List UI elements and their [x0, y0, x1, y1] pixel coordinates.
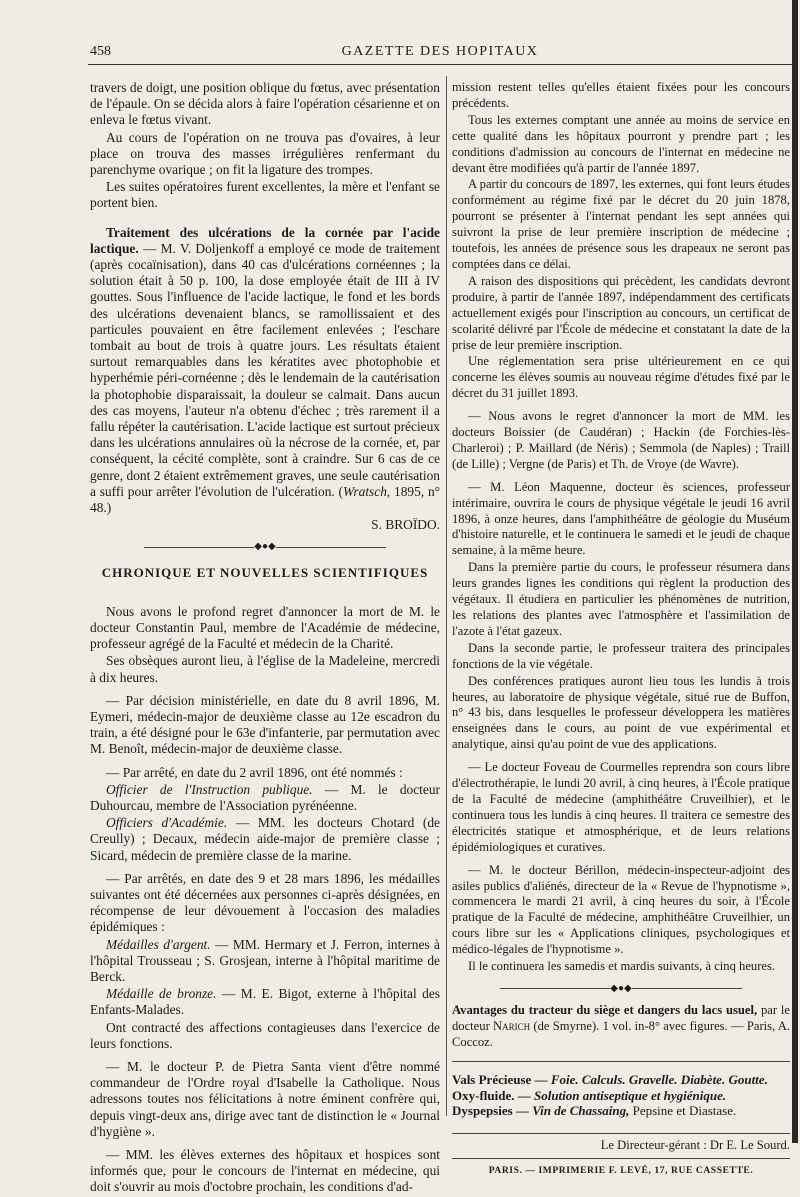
column-divider	[446, 76, 447, 1116]
paragraph: Tous les externes comptant une année au moins de service en cette qualité dans les hôpitaux pourront y prendre part ; les conditions d'admission au concours de l'internat en médecine ne devant être modifiées qu'à partir de l'année 1897.	[452, 112, 790, 175]
paragraph: Médailles d'argent. — MM. Hermary et J. Ferron, internes à l'hôpital Trousseau ; S. Grosjean, interne à l'hôpital maritime de Berck.	[90, 936, 440, 984]
article-title: Traitement des ulcérations de la cornée par l'acide lactique.	[90, 224, 440, 256]
paragraph: Nous avons le profond regret d'annoncer la mort de M. le docteur Constantin Paul, membre de l'Académie de médecine, professeur agrégé de la Faculté et médecin de la Charité.	[90, 603, 440, 652]
paragraph: Médaille de bronze. — M. E. Bigot, externe à l'hôpital des Enfants-Malades.	[90, 986, 440, 1018]
paragraph: Il le continuera les samedis et mardis suivants, à cinq heures.	[468, 959, 776, 974]
paragraph: Officiers d'Académie. — MM. les docteurs Chotard (de Creully) ; Decaux, médecin aide-major de première classe ; Sicard, médecin de première classe de la marine.	[90, 815, 440, 863]
paragraph: — Par arrêté, en date du 2 avril 1896, ont été nommés :	[106, 764, 403, 780]
footer-rule	[452, 1158, 790, 1159]
paragraph: — Nous avons le regret d'annoncer la mort de MM. les docteurs Boissier (de Caudéran) ; Hackin (de Forchies-lès-Charleroi) ; P. Maillard (de Néris) ; Semmola (de Naples) ; Traill (de Lille) ; Vergne (de Paris) et Th. de Vroye (de Wavre).	[452, 409, 790, 471]
paragraph: Ont contracté des affections contagieuses dans l'exercice de leurs fonctions.	[90, 1019, 440, 1051]
printer-imprint: PARIS. — IMPRIMERIE F. LEVÉ, 17, RUE CASSETTE.	[488, 1166, 754, 1177]
paragraph: travers de doigt, une position oblique du fœtus, avec présentation de l'épaule. On se décida alors à faire l'opération césarienne et on enleva le fœtus vivant.	[90, 80, 440, 128]
director-signature: Le Directeur-gérant : Dr E. Le Sourd.	[600, 1138, 790, 1153]
author-signature: S. BROÏDO.	[371, 517, 440, 533]
paragraph: Officier de l'Instruction publique. — M. le docteur Duhourcau, membre de l'Association pyrénéenne.	[90, 781, 440, 813]
paragraph: — M. Léon Maquenne, docteur ès sciences, professeur intérimaire, ouvrira le cours de physique végétale le jeudi 16 avril 1896, à onze heures, dans l'amphithéâtre de géologie du Muséum d'histoire naturelle, et le continuera le samedi et le jeudi de chaque semaine, à la même heure.	[452, 479, 790, 558]
paragraph: Dans la seconde partie, le professeur traitera des principales fonctions de la vie végétale.	[452, 640, 790, 671]
book-title: Avantages du tracteur du siège et dangers du lacs usuel,	[452, 1002, 758, 1017]
paragraph: Ses obsèques auront lieu, à l'église de la Madeleine, mercredi à dix heures.	[90, 653, 440, 685]
paragraph: — Par décision ministérielle, en date du 8 avril 1896, M. Eymeri, médecin-major de deuxième classe au 12e escadron du train, a été désigné pour le 63e d'infanterie, par permutation avec M. Benoît, médecin-major de deuxième classe.	[90, 692, 440, 757]
paragraph: Une réglementation sera prise ultérieurement en ce qui concerne les élèves soumis au nouveau régime d'études fixé par le décret du 31 juillet 1893.	[452, 354, 790, 401]
right-column	[452, 80, 790, 1181]
paragraph: Dans la première partie du cours, le professeur résumera dans leurs grandes lignes les conditions qui règlent la production des végétaux. Il étudiera en particulier les phénomènes de nutrition, les relations des plantes avec l'atmosphère et l'assimilation de l'azote à l'état gazeux.	[452, 560, 790, 638]
paragraph: Des conférences pratiques auront lieu tous les lundis à trois heures, au laboratoire de physique végétale, situé rue de Buffon, n° 43 bis, dans lesquelles le professeur développera les matières enseignées dans le cours, au point de vue expérimental et analytique, ainsi qu'au point de vue des applications.	[452, 673, 790, 752]
book-notice: Avantages du tracteur du siège et dangers du lacs usuel, par le docteur Narich (de Smyrne). 1 vol. in-8° avec figures. — Paris, A. Coccoz.	[452, 1002, 791, 1049]
left-column	[90, 80, 440, 1197]
article-lactic-acid: Traitement des ulcérations de la cornée par l'acide lactique. — M. V. Doljenkoff a employé ce mode de traitement (après cocaïnisation), dans 40 cas d'ulcérations cornéennes ; la solution était à 50 p. 100, la dose employée était de III à IV gouttes. Sous l'influence de l'acide lactique, le fond et les bords des ulcérations devenaient blancs, se ramollissaient et des particules pouvaient en être facilement enlevées ; l'eschare tombait au bout de trois à quatre jours. Les résultats étaient surtout remarquables dans les kératites avec photophobie et hyperhémie péri-cornéenne ; dès le lendemain de la cautérisation la photophobie disparaissait, la douleur se calmait. Dans aucun des cas moyens, l'auteur n'a obtenu d'échec ; très rarement il a fallu répéter la cautérisation. L'acide lactique est surtout précieux dans les ulcérations annulaires où la nécrose de la cornée, et, par conséquent, la cécité complète, sont à craindre. Sur 6 cas de ce genre, dont 2 étaient extrêmement graves, une seule cautérisation a suffi pour arrêter l'évolution de l'ulcération. (Wratsch, 1895, n° 48.)	[90, 224, 440, 516]
paragraph: Les suites opératoires furent excellentes, la mère et l'enfant se portent bien.	[90, 179, 440, 211]
paragraph: — M. le docteur Bérillon, médecin-inspecteur-adjoint des asiles publics d'aliénés, directeur de la « Revue de l'hypnotisme », commencera le mardi 21 avril, à cinq heures du soir, à l'École pratique de la Faculté de médecine, amphithéâtre Cruveilhier, un cours libre sur les « Applications cliniques, psychologiques et médico-légales de l'hypnotisme ».	[452, 862, 790, 957]
header-rule	[88, 64, 792, 65]
paragraph: A partir du concours de 1897, les externes, qui font leurs études conformément au régime fixé par le décret du 20 juin 1878, pourront se présenter à l'internat pendant les sept années qui suivront la prise de leur première inscription de médecine ; toutefois, les années de présence sous les drapeaux ne seront pas comptées dans ce délai.	[452, 177, 790, 271]
paragraph: — MM. les élèves externes des hôpitaux et hospices sont informés que, pour le concours de l'internat en médecine, qui doit s'ouvrir au mois d'octobre prochain, les conditions d'ad-	[90, 1146, 440, 1195]
footer-rule	[452, 1133, 790, 1134]
running-title: GAZETTE DES HOPITAUX	[341, 44, 539, 59]
ad-rule	[452, 1061, 790, 1062]
ornament-divider: ◆●◆	[452, 981, 790, 997]
advertisement-line: Vals Précieuse — Foie. Calculs. Gravelle. Diabète. Goutte.	[452, 1071, 768, 1087]
advertisement-line: Dyspepsies — Vin de Chassaing, Pepsine et Diastase.	[452, 1103, 737, 1119]
ornament-divider: ◆●◆	[90, 539, 440, 555]
paragraph: mission restent telles qu'elles étaient fixées pour les concours précédents.	[452, 80, 790, 110]
paragraph: — M. le docteur P. de Pietra Santa vient d'être nommé commandeur de l'Ordre royal d'Isabelle la Catholique. Nous adressons toutes nos félicitations à notre éminent confrère qui, depuis vingt-deux ans, dirige avec tant de distinction le « Journal d'hygiène ».	[90, 1058, 440, 1139]
paragraph: — Par arrêtés, en date des 9 et 28 mars 1896, les médailles suivantes ont été décernées aux personnes ci-après désignées, en récompense de leur dévouement à l'occasion des maladies épidémiques :	[90, 870, 440, 935]
paragraph: Au cours de l'opération on ne trouva pas d'ovaires, à leur place on trouva des masses irrégulières renfermant du parenchyme ovarique ; on fit la ligature des trompes.	[90, 129, 440, 178]
advertisement-line: Oxy-fluide. — Solution antiseptique et hygiénique.	[452, 1087, 727, 1103]
page-header	[90, 44, 790, 64]
page-number: 458	[90, 44, 111, 59]
page-edge	[792, 0, 798, 1143]
source-journal: Wratsch	[343, 483, 387, 499]
paragraph: A raison des dispositions qui précèdent, les candidats devront produire, à partir de l'année 1897, indépendamment des certificats actuellement exigés pour l'inscription au concours, un certificat de scolarité délivré par l'École de médecine et constatant la date de la prise de leur première inscription.	[452, 273, 790, 352]
paragraph: — Le docteur Foveau de Courmelles reprendra son cours libre d'électrothérapie, le lundi 20 avril, à cinq heures, à l'École pratique de la Faculté de médecine (amphithéâtre Cruveilhier), et le continuera tous les lundis à cinq heures. Il traitera ce semestre des électricités statique et atmosphérique, et de leurs relations épidémiologiques et curatives.	[452, 760, 790, 854]
section-title: CHRONIQUE ET NOUVELLES SCIENTIFIQUES	[101, 565, 429, 581]
